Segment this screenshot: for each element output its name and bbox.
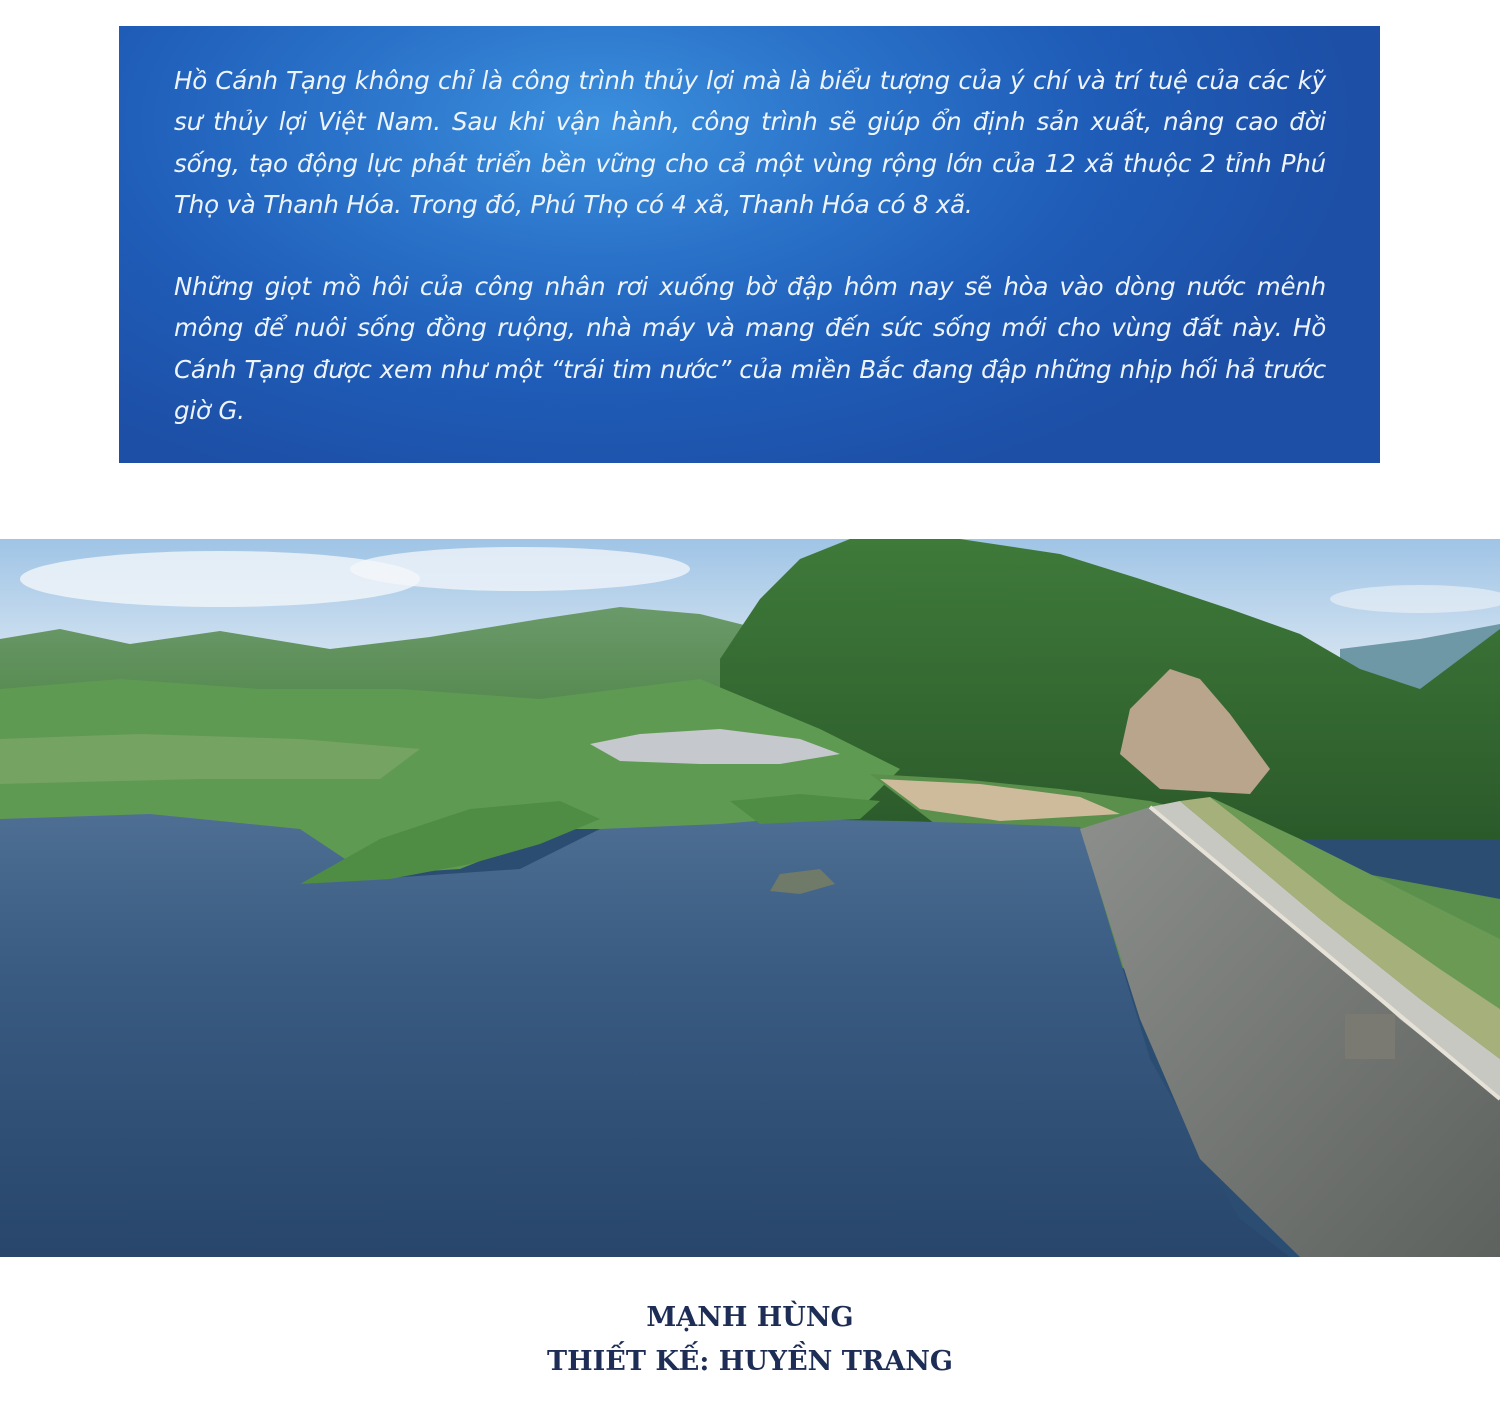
callout-paragraph-2: Những giọt mồ hôi của công nhân rơi xuống bờ đập hôm nay sẽ hòa vào dòng nước mênh mông để nuôi sống đồng ruộng, nhà máy và mang đến sức sống mới cho vùng đất này. Hồ Cánh Tạng được xem như một “trái tim nước” của miền Bắc đang đập những nhịp hối hả trước giờ G. bbox=[174, 272, 1326, 426]
author-byline: MẠNH HÙNG bbox=[646, 1302, 854, 1333]
article-credits bbox=[0, 1296, 1500, 1384]
quote-callout-box bbox=[119, 26, 1380, 463]
designer-byline: THIẾT KẾ: HUYỀN TRANG bbox=[547, 1346, 953, 1377]
reservoir-dam-photo bbox=[0, 539, 1500, 1257]
callout-paragraph-1: Hồ Cánh Tạng không chỉ là công trình thủy lợi mà là biểu tượng của ý chí và trí tuệ của các kỹ sư thủy lợi Việt Nam. Sau khi vận hành, công trình sẽ giúp ổn định sản xuất, nâng cao đời sống, tạo động lực phát triển bền vững cho cả một vùng rộng lớn của 12 xã thuộc 2 tỉnh Phú Thọ và Thanh Hóa. Trong đó, Phú Thọ có 4 xã, Thanh Hóa có 8 xã. bbox=[174, 66, 1326, 219]
